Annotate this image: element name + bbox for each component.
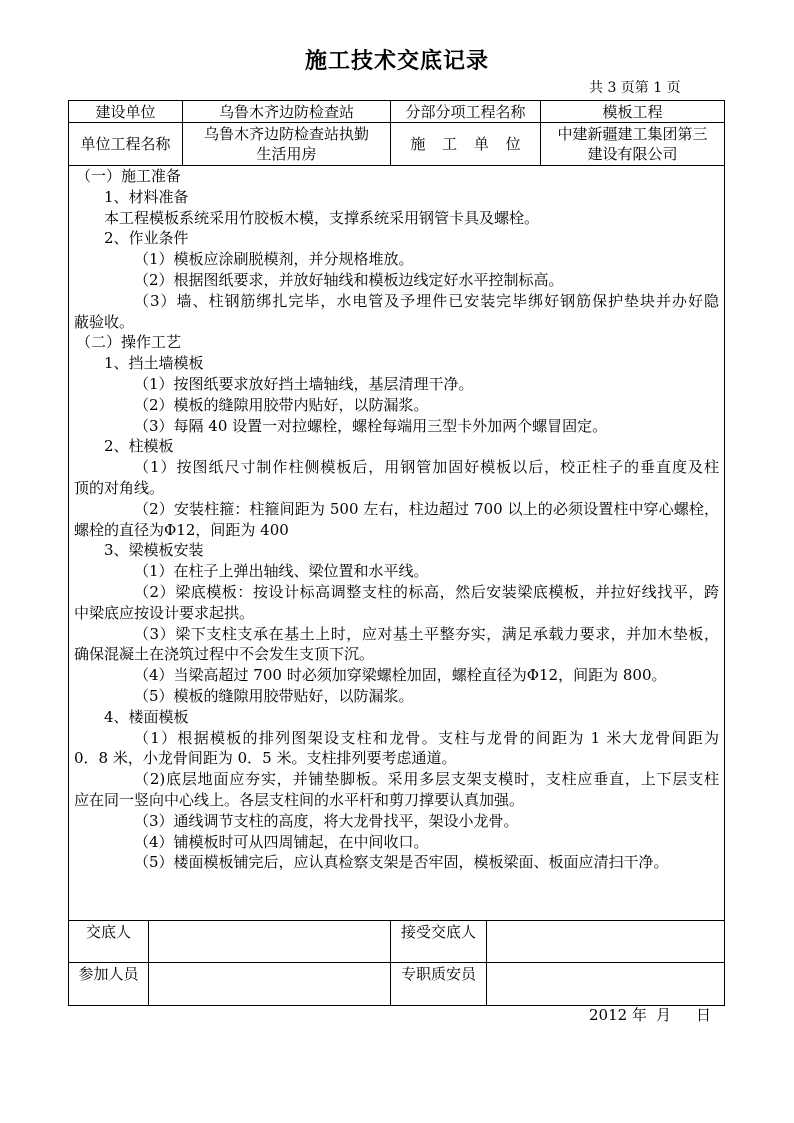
date-day: 日 xyxy=(696,1006,712,1024)
continuation-line: 蔽验收。 xyxy=(74,312,135,331)
date-month: 月 xyxy=(656,1006,672,1024)
list-item-line: （1）在柱子上弹出轴线、梁位置和水平线。 xyxy=(134,562,429,581)
list-item-line: （2)底层地面应夯实，并铺垫脚板。采用多层支架支模时，支柱应垂直，上下层支柱 xyxy=(134,770,719,789)
section-heading: （二）操作工艺 xyxy=(76,333,182,352)
list-item-line: （2）安装柱箍：柱箍间距为 500 左右，柱边超过 700 以上的必须设置柱中穿心螺栓， xyxy=(134,499,719,518)
continuation-line: 顶的对角线。 xyxy=(74,478,165,497)
receiver-label: 接受交底人 xyxy=(391,921,487,963)
unit-project-line: 乌鲁木齐边防检查站执勤 xyxy=(203,125,369,143)
sub-project-value xyxy=(541,101,725,123)
disclosure-body xyxy=(69,166,725,921)
contractor-line: 中建新疆建工集团第三 xyxy=(557,125,708,143)
continuation-line: 0．8 米，小龙骨间距为 0．5 米。支柱排列要考虑通道。 xyxy=(74,749,457,768)
unit-project-value xyxy=(183,123,391,166)
continuation-line: 确保混凝土在浇筑过程中不会发生支顶下沉。 xyxy=(74,645,375,664)
list-item-line: （5）楼面模板铺完后，应认真检察支架是否牢固，模板梁面、板面应清扫干净。 xyxy=(134,853,669,872)
subsection-heading: 1、挡土墙模板 xyxy=(104,354,204,373)
contractor-label-text: 施 工 单 位 xyxy=(410,135,521,153)
list-item-line: （3）通线调节支柱的高度，将大龙骨找平，架设小龙骨。 xyxy=(134,811,519,830)
page-count: 共 3 页第 1 页 xyxy=(589,80,681,96)
disclosure-form-table xyxy=(68,100,725,1006)
subsection-heading: 1、材料准备 xyxy=(104,187,189,206)
construction-unit-label xyxy=(69,101,183,123)
list-item-line: （3）梁下支柱支承在基土上时，应对基土平整夯实，满足承载力要求，并加木垫板， xyxy=(134,624,719,643)
list-item-line: （1）按图纸要求放好挡土墙轴线，基层清理干净。 xyxy=(134,374,474,393)
sub-project-label xyxy=(391,101,541,123)
sub-project-label-text: 分部分项工程名称 xyxy=(405,102,526,121)
unit-project-label-text: 单位工程名称 xyxy=(80,135,171,153)
contractor-label xyxy=(391,123,541,166)
list-item-line: （2）根据图纸要求，并放好轴线和模板边线定好水平控制标高。 xyxy=(134,270,564,289)
date-year: 2012 年 xyxy=(589,1006,647,1024)
subsection-heading: 3、梁模板安装 xyxy=(104,541,204,560)
participants-label: 参加人员 xyxy=(69,963,149,1006)
unit-project-line: 生活用房 xyxy=(256,145,317,163)
contractor-line: 建设有限公司 xyxy=(587,145,678,163)
unit-project-label xyxy=(69,123,183,166)
list-item-line: （4）铺模板时可从四周铺起，在中间收口。 xyxy=(134,832,429,851)
subsection-heading: 2、作业条件 xyxy=(104,229,189,248)
continuation-line: 中梁底应按设计要求起拱。 xyxy=(74,603,255,622)
construction-unit-text: 乌鲁木齐边防检查站 xyxy=(218,102,354,121)
list-item-line: （1）按图纸尺寸制作柱侧模板后，用钢管加固好模板以后，校正柱子的垂直度及柱 xyxy=(134,458,719,477)
paragraph-line: 本工程模板系统采用竹胶板木模，支撑系统采用钢管卡具及螺栓。 xyxy=(104,208,540,227)
construction-unit-value xyxy=(183,101,391,123)
subsection-heading: 2、柱模板 xyxy=(104,437,174,456)
list-item-line: （3）每隔 40 设置一对拉螺栓，螺栓每端用三型卡外加两个螺冒固定。 xyxy=(134,416,608,435)
subsection-heading: 4、楼面模板 xyxy=(104,707,189,726)
list-item-line: （3）墙、柱钢筋绑扎完毕，水电管及予埋件已安装完毕绑好钢筋保护垫块并办好隐 xyxy=(134,291,719,310)
safety-officer-signature-field xyxy=(487,963,725,1006)
discloser-label: 交底人 xyxy=(69,921,149,963)
document-title: 施工技术交底记录 xyxy=(304,48,489,74)
safety-officer-label: 专职质安员 xyxy=(391,963,487,1006)
list-item-line: （4）当梁高超过 700 时必须加穿梁螺栓加固，螺栓直径为Φ12，间距为 800。 xyxy=(134,666,667,685)
list-item-line: （2）模板的缝隙用胶带内贴好，以防漏浆。 xyxy=(134,395,429,414)
construction-unit-label-text: 建设单位 xyxy=(95,102,156,121)
contractor-value xyxy=(541,123,725,166)
list-item-line: （5）模板的缝隙用胶带贴好，以防漏浆。 xyxy=(134,686,414,705)
discloser-signature-field xyxy=(149,921,391,963)
section-heading: （一）施工准备 xyxy=(76,167,182,185)
sub-project-text: 模板工程 xyxy=(602,102,663,121)
list-item-line: （2）梁底模板：按设计标高调整支柱的标高，然后安装梁底模板，并拉好线找平，跨 xyxy=(134,582,719,601)
continuation-line: 螺栓的直径为Φ12，间距为 400 xyxy=(74,520,289,539)
list-item-line: （1）模板应涂刷脱模剂，并分规格堆放。 xyxy=(134,250,414,269)
participants-signature-field xyxy=(149,963,391,1006)
list-item-line: （1）根据模板的排列图架设支柱和龙骨。支柱与龙骨的间距为 1 米大龙骨间距为 xyxy=(134,728,719,747)
receiver-signature-field xyxy=(487,921,725,963)
continuation-line: 应在同一竖向中心线上。各层支柱间的水平杆和剪刀撑要认真加强。 xyxy=(74,790,525,809)
